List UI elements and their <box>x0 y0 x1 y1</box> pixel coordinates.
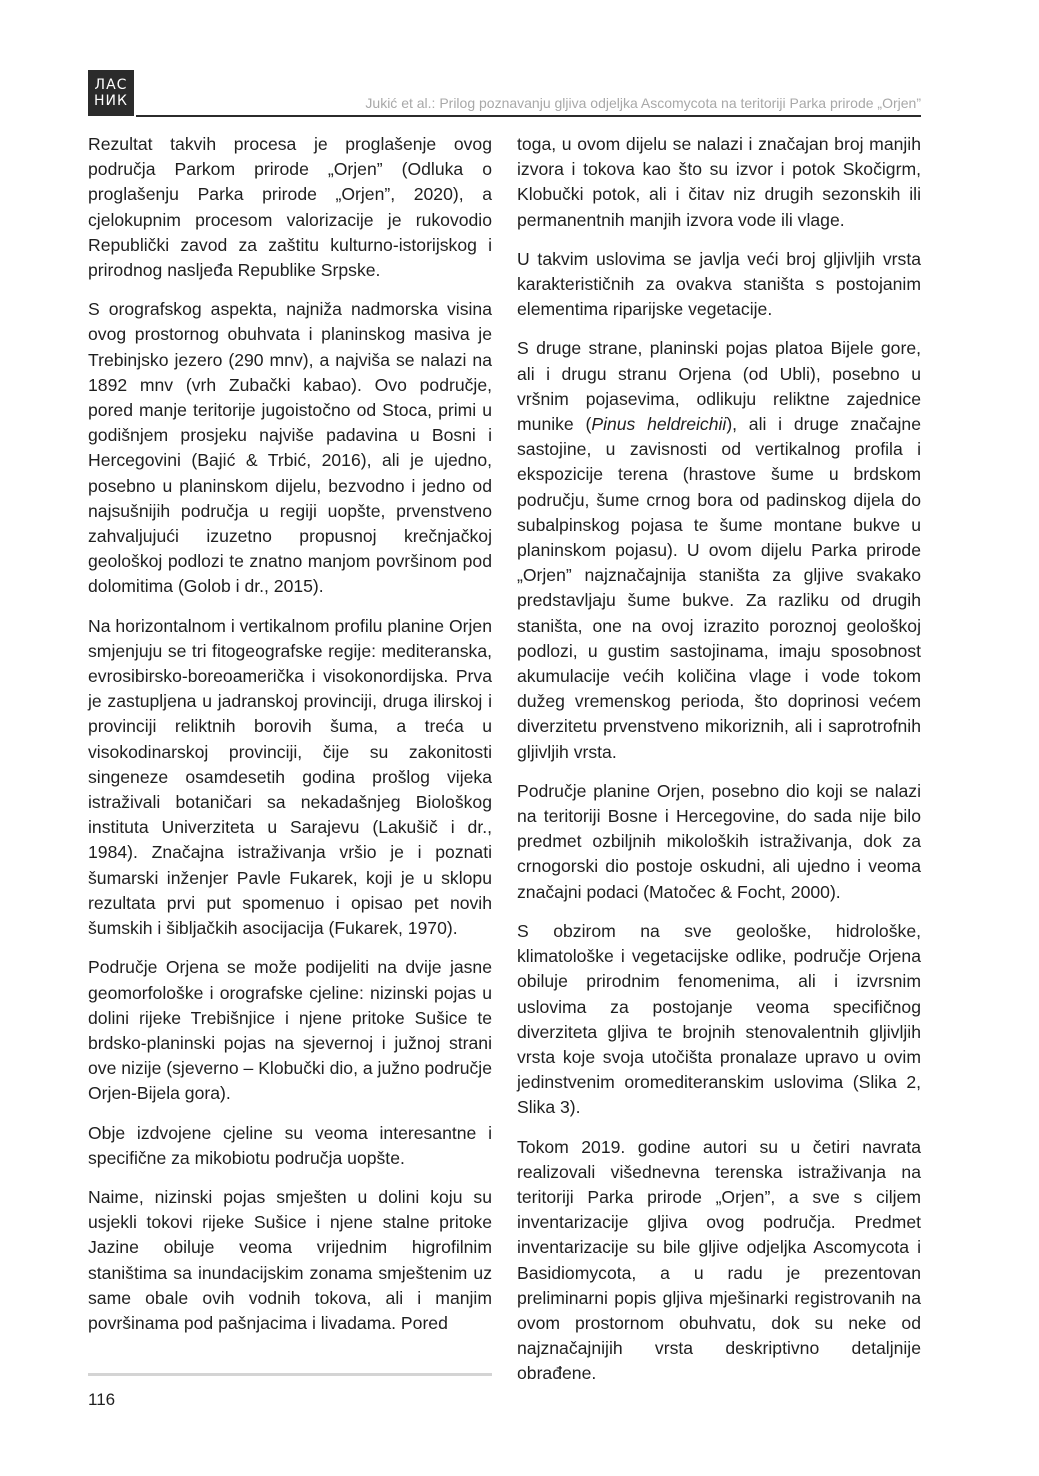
paragraph: Područje Orjena se može podijeliti na dvije jasne geomorfološke i orografske cjeline: nizinski pojas u dolini rijeke Trebišnjice i njene pritoke Sušice te brdsko-planinski pojas na sjevernoj i južnoj strani ove nizije (sjeverno – Klobučki dio, a južno područje Orjen-Bijela gora). <box>88 957 492 1104</box>
paragraph: S obzirom na sve geološke, hidrološke, klimatološke i vegetacijske odlike, područje Orjena obiluje prirodnim fenomenima, ali i izvrsnim uslovima za postojanje veoma specifičnog diverziteta gljiva te brojnih stenovalentnih gljivljih vrsta koje svoja utočišta pronalaze upravo u ovim jedinstvenim oromediteranskim uslovima (Slika 2, Slika 3). <box>517 920 921 1118</box>
logo-line-1: ЛАС <box>94 77 128 93</box>
paragraph: Tokom 2019. godine autori su u četiri navrata realizovali višednevna terenska istraživanja na teritoriji Parka prirode „Orjen”, a sve s ciljem inventarizacije gljiva ovog područja. Predmet inventarizacije su bile gljive odjeljka Ascomycota i Basidiomycota, a u radu je prezentovan preliminarni popis gljiva mješinarki registrovanih na ovom prostornom obuhvatu, dok su neke od najznačajnijih vrsta deskriptivno detaljnije obrađene. <box>517 1136 921 1384</box>
paragraph: Područje planine Orjen, posebno dio koji se nalazi na teritoriji Bosne i Hercegovine, do sada nije bilo predmet ozbiljnih mikoloških istraživanja, dok za crnogorski dio postoje oskudni, ali ujedno i veoma značajni podaci (Matočec & Focht, 2000). <box>517 780 921 902</box>
paragraph: Obje izdvojene cjeline su veoma interesantne i specifične za mikobiotu područja uopšte. <box>88 1122 492 1168</box>
right-column <box>517 132 921 1401</box>
paragraph <box>517 336 921 764</box>
paragraph: Na horizontalnom i vertikalnom profilu planine Orjen smjenjuju se tri fitogeografske regije: mediteranska, evrosibirsko-boreoamerička i visokonordijska. Prva je zastupljena u jadranskoj provinciji, druga ilirskoj i provinciji reliktnih borovih šuma, a treća u visokodinarskoj provinciji, čije su zakonitosti singeneze osamdesetih godina prošlog vijeka istraživali botaničari sa nekadašnjeg Biološkog instituta Univerziteta u Sarajevu (Lakušič i dr., 1984). Značajna istraživanja vršio je i poznati šumarski inženjer Pavle Fukarek, koji je u sklopu rezultata prvi put spomenuo i opisao pet novih šumskih i šibljačkih asocijacija (Fukarek, 1970). <box>88 615 492 939</box>
running-head: Jukić et al.: Prilog poznavanju gljiva odjeljka Ascomycota na teritoriji Parka prirode „Orjen” <box>365 95 921 111</box>
species-name: Pinus heldreichii <box>591 414 727 435</box>
paragraph: U takvim uslovima se javlja veći broj gljivljih vrsta karakterističnih za ovakva staništa s postojanim elementima riparijske vegetacije. <box>517 248 921 320</box>
paragraph: Rezultat takvih procesa je proglašenje ovog područja Parkom prirode „Orjen” (Odluka o proglašenju Parka prirode „Orjen”, 2020), a cjelokupnim procesom valorizacije je rukovodio Republički zavod za zaštitu kulturno-istorijskog i prirodnog nasljeđa Republike Srpske. <box>88 134 492 281</box>
left-column <box>88 132 492 1350</box>
footer-rule <box>88 1373 492 1376</box>
page-number: 116 <box>88 1390 116 1409</box>
text-run: ), ali i druge značajne sastojine, u zavisnosti od vertikalnog profila i ekspozicije terena (hrastove šume u brdskom području, šume crnog bora od padinskog dijela do subalpinskog pojasa te šume montane bukve u planinskom pojasu). U ovom dijelu Parka prirode „Orjen” najznačajnija staništa za gljive svakako predstavljaju šume bukve. Za razliku od drugih staništa, one na ovoj izrazito poroznoj geološkoj podlozi, u gustim sastojinama, imaju sposobnost akumulacije većih količina vlage i vode tokom dužeg vremenskog perioda, što doprinosi većem diverzitetu prvenstveno mikoriznih, ali i saprotrofnih gljivljih vrsta. <box>517 414 921 762</box>
header-rule <box>136 115 921 117</box>
paragraph: S orografskog aspekta, najniža nadmorska visina ovog prostornog obuhvata i planinskog masiva je Trebinjsko jezero (290 mnv), a najviša se nalazi na 1892 mnv (vrh Zubački kabao). Ovo područje, pored manje teritorije jugoistočno od Stoca, primi u godišnjem prosjeku najviše padavina u Bosni i Hercegovini (Bajić & Trbić, 2016), ali je ujedno, posebno u planinskom dijelu, bezvodno i jedno od najsušnijih područja u regiji uopšte, prvenstveno zahvaljujući izuzetno propusnoj krečnjačkoj geološkoj podlozi te znatno manjom površinom pod dolomitima (Golob i dr., 2015). <box>88 299 492 597</box>
paragraph: Naime, nizinski pojas smješten u dolini koju su usjekli tokovi rijeke Sušice i njene stalne pritoke Jazine obiluje veoma vrijednim higrofilnim staništima sa inundacijskim zonama smještenim uz same obale ovih vodnih tokova, ali i manjim površinama pod pašnjacima i livadama. Pored <box>88 1186 492 1333</box>
journal-logo <box>88 70 134 116</box>
logo-line-2: НИК <box>94 93 128 109</box>
text-run: S druge strane, planinski pojas platoa Bijele gore, ali i drugu stranu Orjena (od Ubli), posebno u vršnim pojasevima, odlikuju reliktne zajednice munike ( <box>517 338 921 435</box>
paragraph: toga, u ovom dijelu se nalazi i značajan broj manjih izvora i tokova kao što su izvor i potok Skočigrm, Klobučki potok, ali i čitav niz drugih sezonskih ili permanentnih manjih izvora vode ili vlage. <box>517 134 921 230</box>
